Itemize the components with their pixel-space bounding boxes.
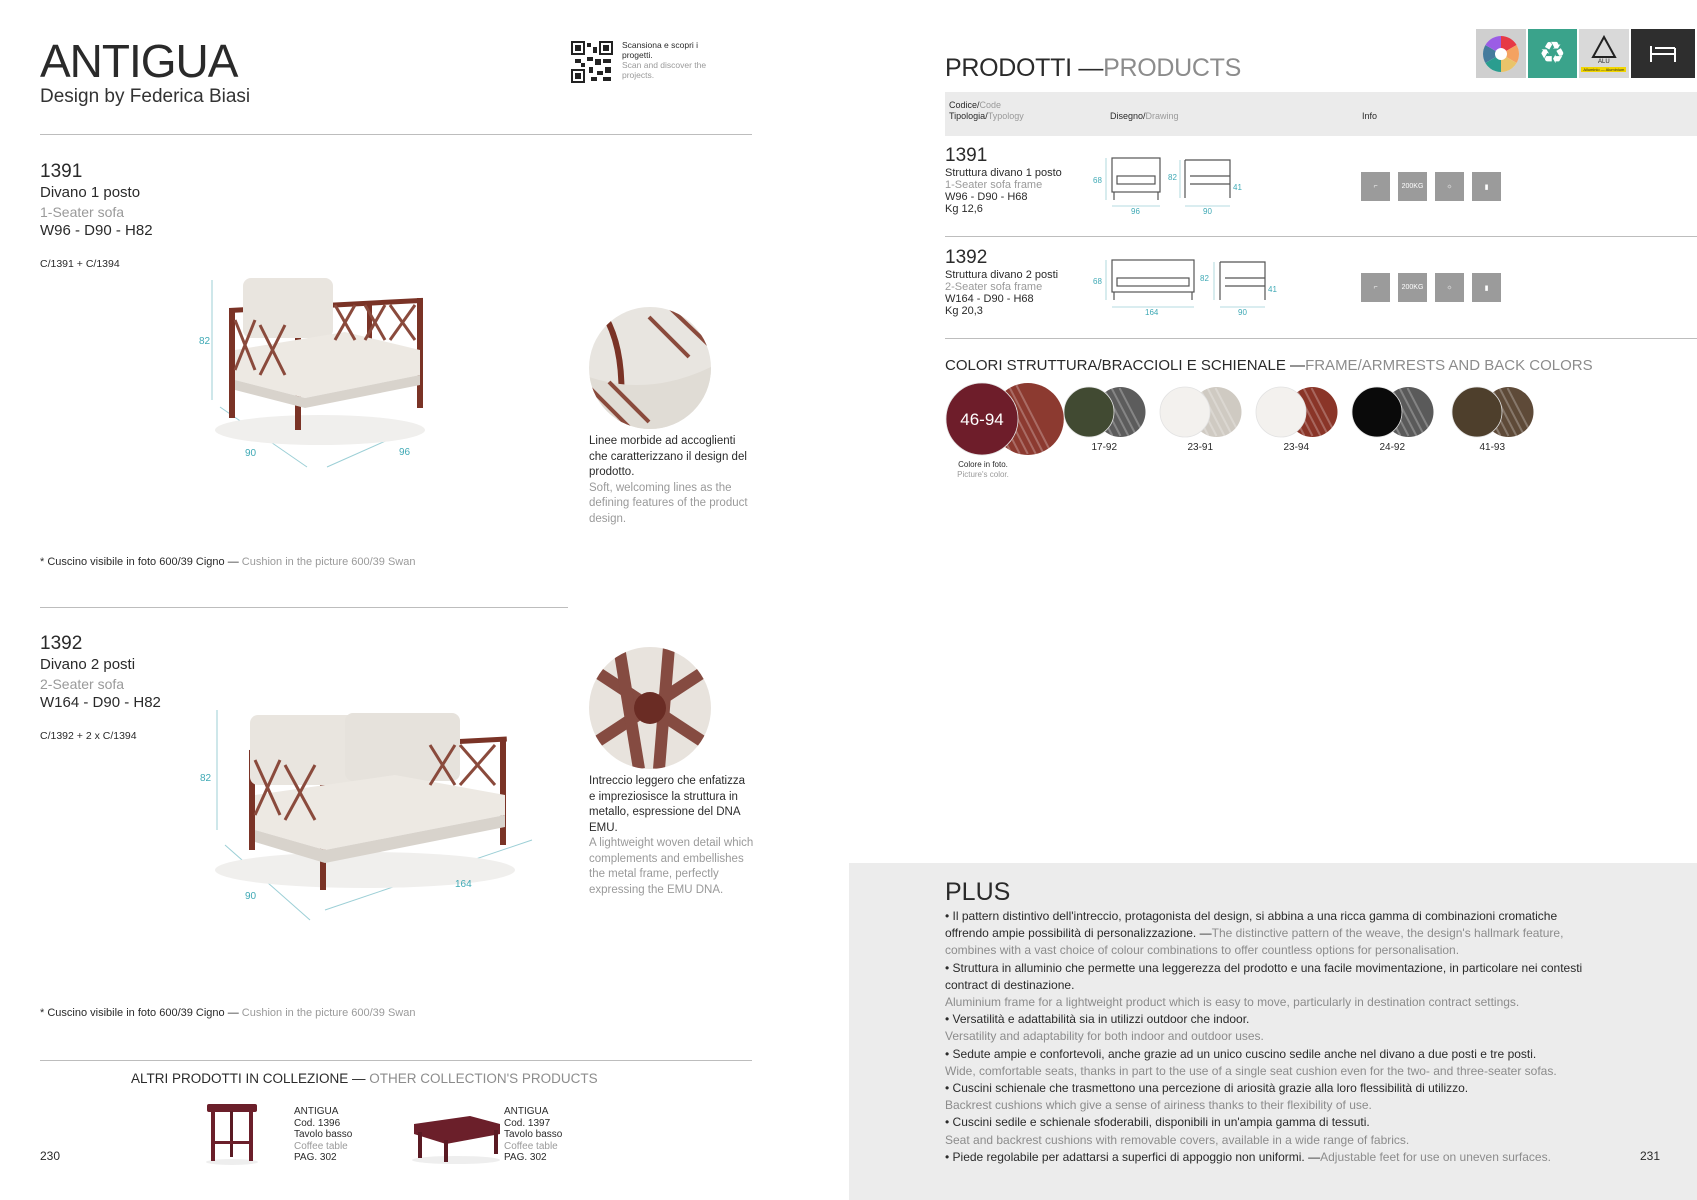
row-code: 1391 [945, 145, 988, 166]
product-dimensions: W96 - D90 - H82 [40, 222, 153, 239]
plus-item-it: • Versatilità e adattabilità sia in utilizzi outdoor che indoor. [945, 1012, 1250, 1027]
alu-label: ALU [1597, 59, 1610, 65]
color-wheel-icon [1476, 29, 1526, 78]
row-divider [945, 338, 1697, 339]
row-dimensions: W96 - D90 - H68 [945, 191, 1028, 203]
plus-item-en: Seat and backrest cushions with removable covers, available in a wide range of fabrics. [945, 1132, 1410, 1147]
swatch-code: 41-93 [1479, 442, 1506, 453]
swatch-overlay-code: 46-94 [960, 410, 1004, 429]
swatch-circles [1255, 386, 1359, 438]
swatch-circles [1063, 386, 1167, 438]
row-weight: Kg 20,3 [945, 305, 983, 317]
drawing-dim: 41 [1233, 183, 1242, 192]
designer-subtitle: Design by Federica Biasi [40, 86, 251, 107]
header-info: Info [1362, 111, 1378, 121]
recycle-icon: ♻ [1528, 29, 1578, 78]
plus-item-it: • Sedute ampie e confortevoli, anche grazie ad un unico cuscino sedile anche nel divano a due posti e tre posti. [945, 1046, 1537, 1061]
qr-code-icon[interactable] [571, 41, 613, 83]
product-name-it: Divano 1 posto [40, 184, 141, 201]
other-products-heading-it: ALTRI PRODOTTI IN COLLEZIONE — [131, 1071, 366, 1086]
row-name-en: 1-Seater sofa frame [945, 179, 1043, 191]
other-product-collection: ANTIGUA [294, 1106, 339, 1117]
weather-icon: ☼ [1435, 172, 1464, 201]
header-code: Codice/Code [949, 100, 1002, 110]
dim-width-label: 164 [455, 879, 472, 890]
product-reference: C/1392 + 2 x C/1394 [40, 730, 137, 742]
drawing-dim: 68 [1093, 176, 1102, 185]
product-name-it: Divano 2 posti [40, 656, 136, 673]
frame-swatch [1452, 387, 1502, 437]
feature-badges [1476, 29, 1697, 78]
other-product-type-en: Coffee table [504, 1140, 558, 1152]
other-product-code: Cod. 1397 [504, 1117, 551, 1129]
detail-caption-2 [589, 774, 754, 898]
other-product-page: PAG. 302 [504, 1152, 547, 1163]
color-swatch[interactable] [1063, 386, 1167, 453]
dim-height-label: 82 [199, 336, 211, 347]
divider [40, 1060, 752, 1061]
colors-heading [945, 357, 1593, 374]
drawing-dim: 68 [1093, 277, 1102, 286]
cushion-note-en: Cushion in the picture 600/39 Swan [241, 556, 416, 568]
plus-item-it: • Struttura in alluminio che permette una leggerezza del prodotto e una facile movimentazione, in particolare nei contesti contract di destinazione. [945, 960, 1583, 992]
plus-item [945, 1046, 1585, 1080]
other-product-type-en: Coffee table [294, 1140, 348, 1152]
color-swatch[interactable] [1451, 386, 1555, 453]
plus-item-en: Versatility and adaptability for both indoor and outdoor uses. [945, 1029, 1264, 1044]
weather-icon: ☼ [1435, 273, 1464, 302]
color-swatches [945, 382, 1545, 479]
row-name-en: 2-Seater sofa frame [945, 281, 1043, 293]
plus-title: PLUS [945, 878, 1011, 906]
frame-swatch [1064, 387, 1114, 437]
frame-swatch [1256, 387, 1306, 437]
frame-swatch [1160, 387, 1210, 437]
page-number-right: 231 [1640, 1149, 1661, 1163]
color-swatch[interactable] [1159, 386, 1263, 453]
dim-width-label: 96 [399, 447, 411, 458]
cushion-note-it: * Cuscino visibile in foto 600/39 Cigno — [40, 556, 239, 568]
plus-item-en: Wide, comfortable seats, thanks in part to the use of a single seat cushion even for the two- and three-seater sofas. [945, 1063, 1557, 1078]
table-row [945, 247, 1058, 317]
detail-caption-it: Linee morbide ad accoglienti che caratterizzano il design del prodotto. [589, 435, 747, 478]
products-heading-en: PRODUCTS [1103, 54, 1241, 82]
detail-weave-image-2 [589, 647, 711, 769]
qr-caption [622, 40, 712, 80]
other-products-heading-en: OTHER COLLECTION'S PRODUCTS [369, 1071, 598, 1086]
adjustable-foot-icon: ▮ [1472, 273, 1501, 302]
adjustable-foot-icon: ▮ [1472, 172, 1501, 201]
drawing-dim: 41 [1268, 285, 1277, 294]
swatch-code: 17-92 [1091, 442, 1118, 453]
other-product-collection: ANTIGUA [504, 1106, 549, 1117]
plus-item [945, 1080, 1585, 1114]
colors-heading-it: COLORI STRUTTURA/BRACCIOLI E SCHIENALE — [945, 357, 1306, 374]
divider [40, 134, 752, 135]
plus-item [945, 960, 1585, 1012]
plus-item-it: • Piede regolabile per adattarsi a superfici di appoggio non uniformi. — [945, 1149, 1321, 1164]
plus-item-it: • Il pattern distintivo dell'intreccio, protagonista del design, si abbina a una ricca gamma di combinazioni cromatiche offrendo ampie possibilità di personalizzazione. — [945, 909, 1558, 941]
product-code: 1392 [40, 633, 83, 654]
other-product-type-it: Tavolo basso [504, 1129, 563, 1140]
aluminium-icon [1579, 29, 1629, 78]
drawing-dim: 164 [1145, 308, 1159, 317]
divider [40, 607, 568, 608]
weight-capacity-icon: 200KG [1398, 172, 1427, 201]
product-reference: C/1391 + C/1394 [40, 258, 120, 270]
color-swatch[interactable] [1351, 386, 1455, 453]
coffee-table-1397-image[interactable] [410, 1110, 502, 1165]
products-heading-it: PRODOTTI — [945, 54, 1104, 82]
other-product-1396[interactable] [294, 1106, 352, 1164]
chair-icon: ⌐ [1361, 273, 1390, 302]
plus-item [945, 1114, 1585, 1148]
drawing-dim: 90 [1238, 308, 1247, 317]
drawing-dim: 90 [1203, 207, 1212, 215]
swatch-code: 24-92 [1379, 442, 1406, 453]
sofa-1391-image [195, 270, 450, 475]
detail-caption-en: A lightweight woven detail which complements and embellishes the metal frame, perfectly expressing the EMU DNA. [589, 837, 754, 896]
row-divider [945, 236, 1697, 237]
frame-swatch [1352, 387, 1402, 437]
product-code: 1391 [40, 161, 83, 182]
page-number-left: 230 [40, 1149, 61, 1163]
qr-caption-en: Scan and discover the projects. [622, 60, 707, 80]
row-dimensions: W164 - D90 - H68 [945, 293, 1034, 305]
swatch-circles [1351, 386, 1455, 438]
cushion-note-it: * Cuscino visibile in foto 600/39 Cigno — [40, 1007, 239, 1019]
product-name-en: 2-Seater sofa [40, 676, 125, 692]
product-dimensions: W164 - D90 - H82 [40, 694, 161, 711]
swatch-code: 23-91 [1187, 442, 1214, 453]
plus-list [945, 908, 1585, 1166]
qr-caption-it: Scansiona e scopri i progetti. [622, 40, 699, 60]
row-code: 1392 [945, 247, 988, 268]
plus-item [945, 908, 1585, 960]
row-name-it: Struttura divano 2 posti [945, 269, 1059, 281]
product-name-en: 1-Seater sofa [40, 204, 125, 220]
swatch-circles [1159, 386, 1263, 438]
plus-item-it: • Cuscini schienale che trasmettono una percezione di ariosità grazie alla loro flessibilità di utilizzo. [945, 1081, 1469, 1096]
colors-heading-en: FRAME/ARMRESTS AND BACK COLORS [1305, 357, 1593, 374]
swatch-code: 23-94 [1283, 442, 1310, 453]
row-weight: Kg 12,6 [945, 203, 983, 215]
header-drawing: Disegno/Drawing [1110, 111, 1179, 121]
plus-item-it: • Cuscini sedile e schienale sfoderabili, disponibili in un'ampia gamma di tessuti. [945, 1115, 1370, 1130]
detail-caption-1 [589, 434, 754, 527]
swatch-code [953, 460, 1013, 480]
collection-title: ANTIGUA [40, 35, 238, 87]
plus-item [945, 1011, 1585, 1045]
detail-weave-image-1 [589, 307, 711, 429]
header-typology: Tipologia/Typology [949, 111, 1024, 121]
cushion-note [40, 1007, 415, 1019]
plus-item [945, 1149, 1585, 1166]
plus-item-en: Backrest cushions which give a sense of airiness thanks to their flexibility of use. [945, 1098, 1372, 1113]
other-products-heading [131, 1071, 598, 1086]
sofa-1392-image [195, 705, 535, 925]
plus-item-en: Aluminium frame for a lightweight product which is easy to move, particularly in destination contract settings. [945, 995, 1520, 1010]
dim-depth-label: 90 [245, 448, 257, 459]
products-table-header [945, 92, 1697, 136]
detail-caption-en: Soft, welcoming lines as the defining features of the product design. [589, 481, 748, 525]
cushion-note-en: Cushion in the picture 600/39 Swan [241, 1007, 416, 1019]
cushion-note [40, 556, 415, 568]
table-row [945, 145, 1062, 215]
products-heading [945, 54, 1241, 83]
chair-icon: ⌐ [1361, 172, 1390, 201]
drawing-dim: 82 [1168, 173, 1177, 182]
color-swatch[interactable] [1255, 386, 1359, 453]
swatch-note-it: Colore in foto. [958, 460, 1008, 469]
detail-caption-it: Intreccio leggero che enfatizza e impreziosisce la struttura in metallo, espressione del DNA EMU. [589, 775, 745, 834]
drawing-1391 [1090, 150, 1275, 215]
swatch-circles [1451, 386, 1555, 438]
drawing-dim: 96 [1131, 207, 1140, 215]
swatch-note-en: Picture's color. [957, 470, 1009, 479]
other-product-code: Cod. 1396 [294, 1117, 341, 1129]
plus-item-en: The distinctive pattern of the weave, the design's hallmark feature, combines with a vast choice of colour combinations to offer countless options for personalisation. [945, 926, 1564, 958]
contract-chair-icon [1631, 29, 1695, 78]
drawing-dim: 82 [1200, 274, 1209, 283]
row-name-it: Struttura divano 1 posto [945, 167, 1062, 179]
other-product-1397[interactable] [504, 1106, 562, 1164]
weight-capacity-icon: 200KG [1398, 273, 1427, 302]
other-product-type-it: Tavolo basso [294, 1129, 353, 1140]
other-product-page: PAG. 302 [294, 1152, 337, 1163]
drawing-1392 [1090, 252, 1290, 318]
dim-height-label: 82 [200, 773, 212, 784]
alu-caption: Alluminio — Aluminium [1583, 67, 1625, 72]
dim-depth-label: 90 [245, 891, 257, 902]
plus-item-en: Adjustable feet for use on uneven surfaces. [1320, 1149, 1551, 1164]
coffee-table-1396-image[interactable] [203, 1101, 261, 1166]
